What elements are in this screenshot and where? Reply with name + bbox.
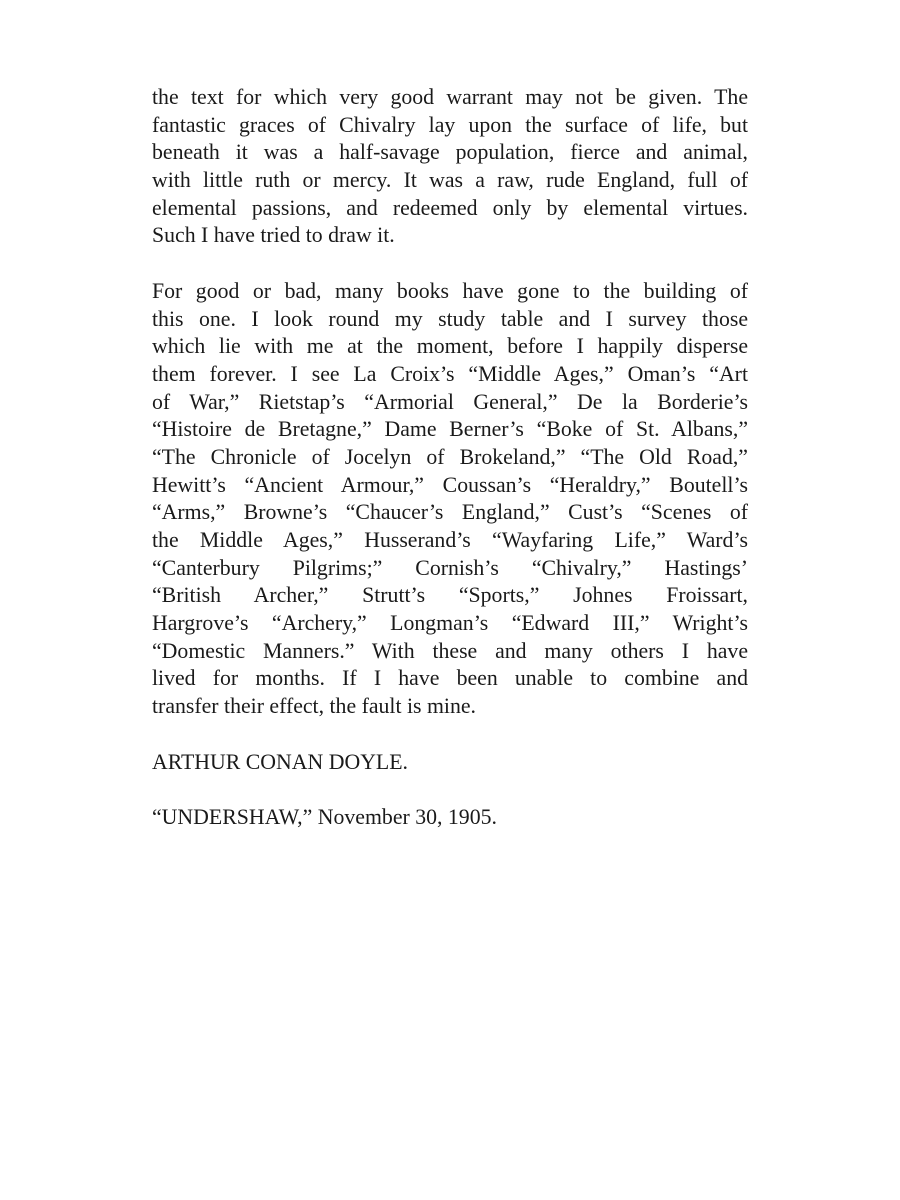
text-line: “Domestic Manners.” With these and many others I have (152, 638, 748, 663)
text-line: elemental passions, and redeemed only by elemental virtues. (152, 195, 748, 220)
paragraph-2 (152, 278, 748, 721)
text-line: this one. I look round my study table and I survey those (152, 306, 748, 331)
text-line: fantastic graces of Chivalry lay upon the surface of life, but (152, 112, 748, 137)
text-line: Such I have tried to draw it. (152, 223, 395, 248)
text-line: lived for months. If I have been unable to combine and (152, 666, 748, 691)
paragraph-1 (152, 84, 748, 250)
text-line: which lie with me at the moment, before I happily disperse (152, 334, 748, 359)
preface-text (152, 84, 748, 832)
text-line: the text for which very good warrant may not be given. The (152, 85, 748, 109)
text-line: “The Chronicle of Jocelyn of Brokeland,” “The Old Road,” (152, 444, 748, 469)
text-line: “Arms,” Browne’s “Chaucer’s England,” Cust’s “Scenes of (152, 500, 748, 525)
text-line: Hewitt’s “Ancient Armour,” Coussan’s “Heraldry,” Boutell’s (152, 472, 748, 497)
paragraph-spacer (152, 776, 748, 804)
text-line: Hargrove’s “Archery,” Longman’s “Edward III,” Wright’s (152, 611, 748, 636)
text-line: “British Archer,” Strutt’s “Sports,” Johnes Froissart, (152, 583, 748, 608)
paragraph-spacer (152, 250, 748, 278)
text-line: them forever. I see La Croix’s “Middle Ages,” Oman’s “Art (152, 361, 748, 386)
text-line: “Canterbury Pilgrims;” Cornish’s “Chivalry,” Hastings’ (152, 555, 748, 580)
text-line: the Middle Ages,” Husserand’s “Wayfaring Life,” Ward’s (152, 528, 748, 552)
place-date-line: “UNDERSHAW,” November 30, 1905. (152, 804, 497, 829)
text-line: beneath it was a half-savage population, fierce and animal, (152, 140, 748, 165)
text-line: “Histoire de Bretagne,” Dame Berner’s “Boke of St. Albans,” (152, 417, 748, 442)
text-line: with little ruth or mercy. It was a raw, rude England, full of (152, 168, 748, 193)
author-signature: ARTHUR CONAN DOYLE. (152, 749, 409, 774)
text-line: of War,” Rietstap’s “Armorial General,” De la Borderie’s (152, 389, 748, 414)
paragraph-spacer (152, 721, 748, 749)
text-line: For good or bad, many books have gone to the building of (152, 278, 748, 303)
text-line: transfer their effect, the fault is mine. (152, 694, 476, 719)
